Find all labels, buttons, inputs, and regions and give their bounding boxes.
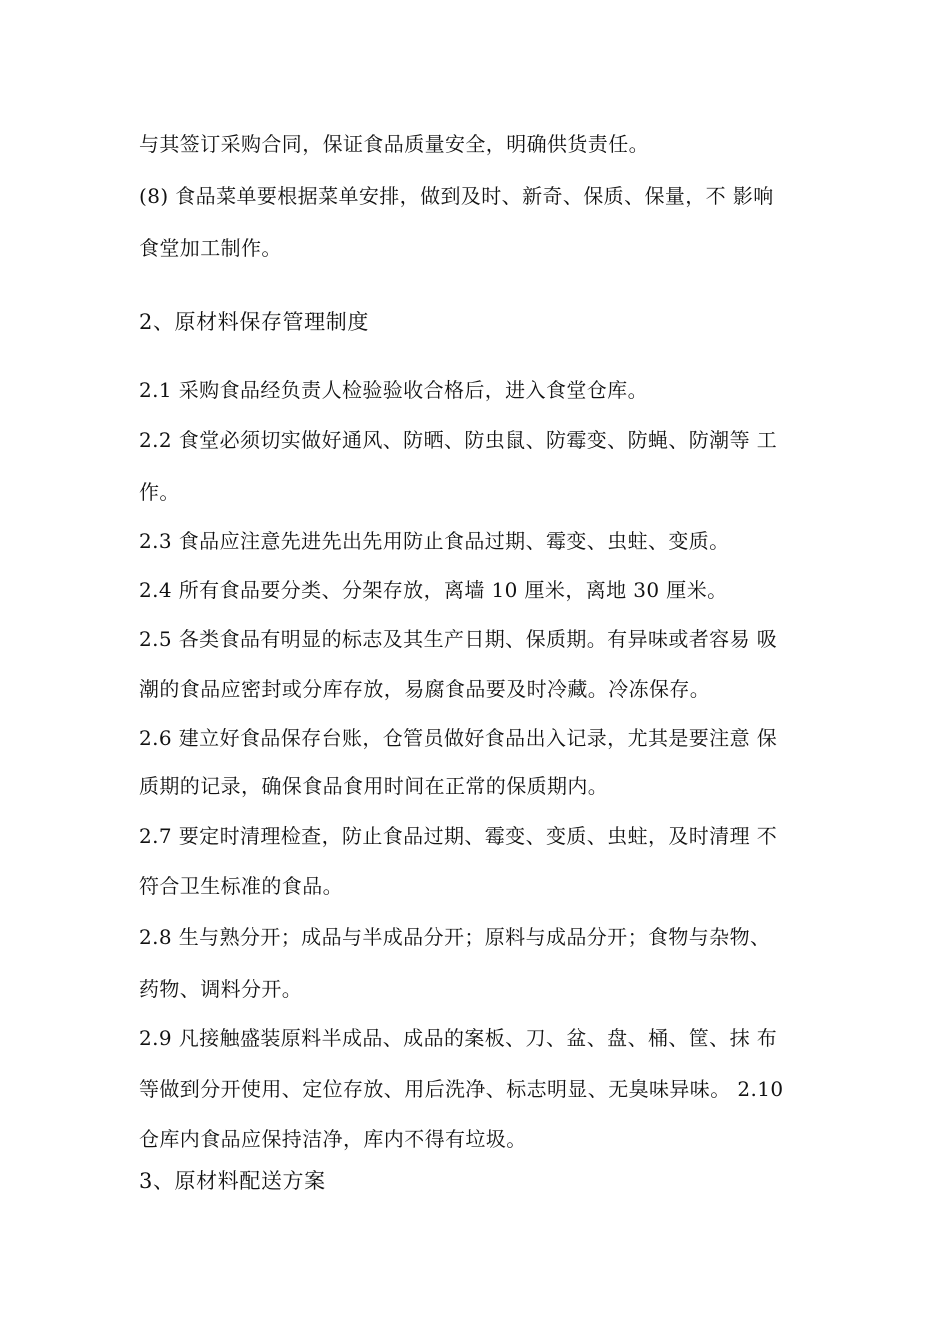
- text-line: 质期的记录，确保食品食用时间在正常的保质期内。: [139, 774, 609, 798]
- text-line: 2.7 要定时清理检查，防止食品过期、霉变、变质、虫蛀，及时清理 不: [139, 824, 778, 848]
- text-line: 2.6 建立好食品保存台账，仓管员做好食品出入记录，尤其是要注意 保: [139, 726, 778, 750]
- text-line: 2.4 所有食品要分类、分架存放，离墙 10 厘米，离地 30 厘米。: [139, 578, 728, 602]
- text-line: 符合卫生标准的食品。: [139, 874, 343, 898]
- section-heading: 2、原材料保存管理制度: [139, 310, 369, 334]
- text-line: 2.1 采购食品经负责人检验验收合格后，进入食堂仓库。: [139, 378, 648, 402]
- text-line: 潮的食品应密封或分库存放，易腐食品要及时冷藏。冷冻保存。: [139, 677, 711, 701]
- text-line: 2.8 生与熟分开；成品与半成品分开；原料与成品分开；食物与杂物、: [139, 925, 771, 949]
- text-line: 2.2 食堂必须切实做好通风、防晒、防虫鼠、防霉变、防蝇、防潮等 工: [139, 428, 778, 452]
- text-line: 2.9 凡接触盛装原料半成品、成品的案板、刀、盆、盘、桶、筐、抹 布: [139, 1026, 778, 1050]
- text-line: 等做到分开使用、定位存放、用后洗净、标志明显、无臭味异味。 2.10: [139, 1077, 784, 1101]
- section-heading: 3、原材料配送方案: [139, 1169, 326, 1193]
- text-line: 仓库内食品应保持洁净，库内不得有垃圾。: [139, 1127, 527, 1151]
- text-line: 药物、调料分开。: [139, 977, 303, 1001]
- text-line: 作。: [139, 480, 180, 504]
- text-line: 食堂加工制作。: [139, 236, 282, 260]
- text-line: 与其签订采购合同，保证食品质量安全，明确供货责任。: [139, 132, 649, 156]
- text-line: 2.3 食品应注意先进先出先用防止食品过期、霉变、虫蛀、变质。: [139, 529, 730, 553]
- text-line: (8) 食品菜单要根据菜单安排，做到及时、新奇、保质、保量，不 影响: [139, 184, 774, 208]
- text-line: 2.5 各类食品有明显的标志及其生产日期、保质期。有异味或者容易 吸: [139, 627, 778, 651]
